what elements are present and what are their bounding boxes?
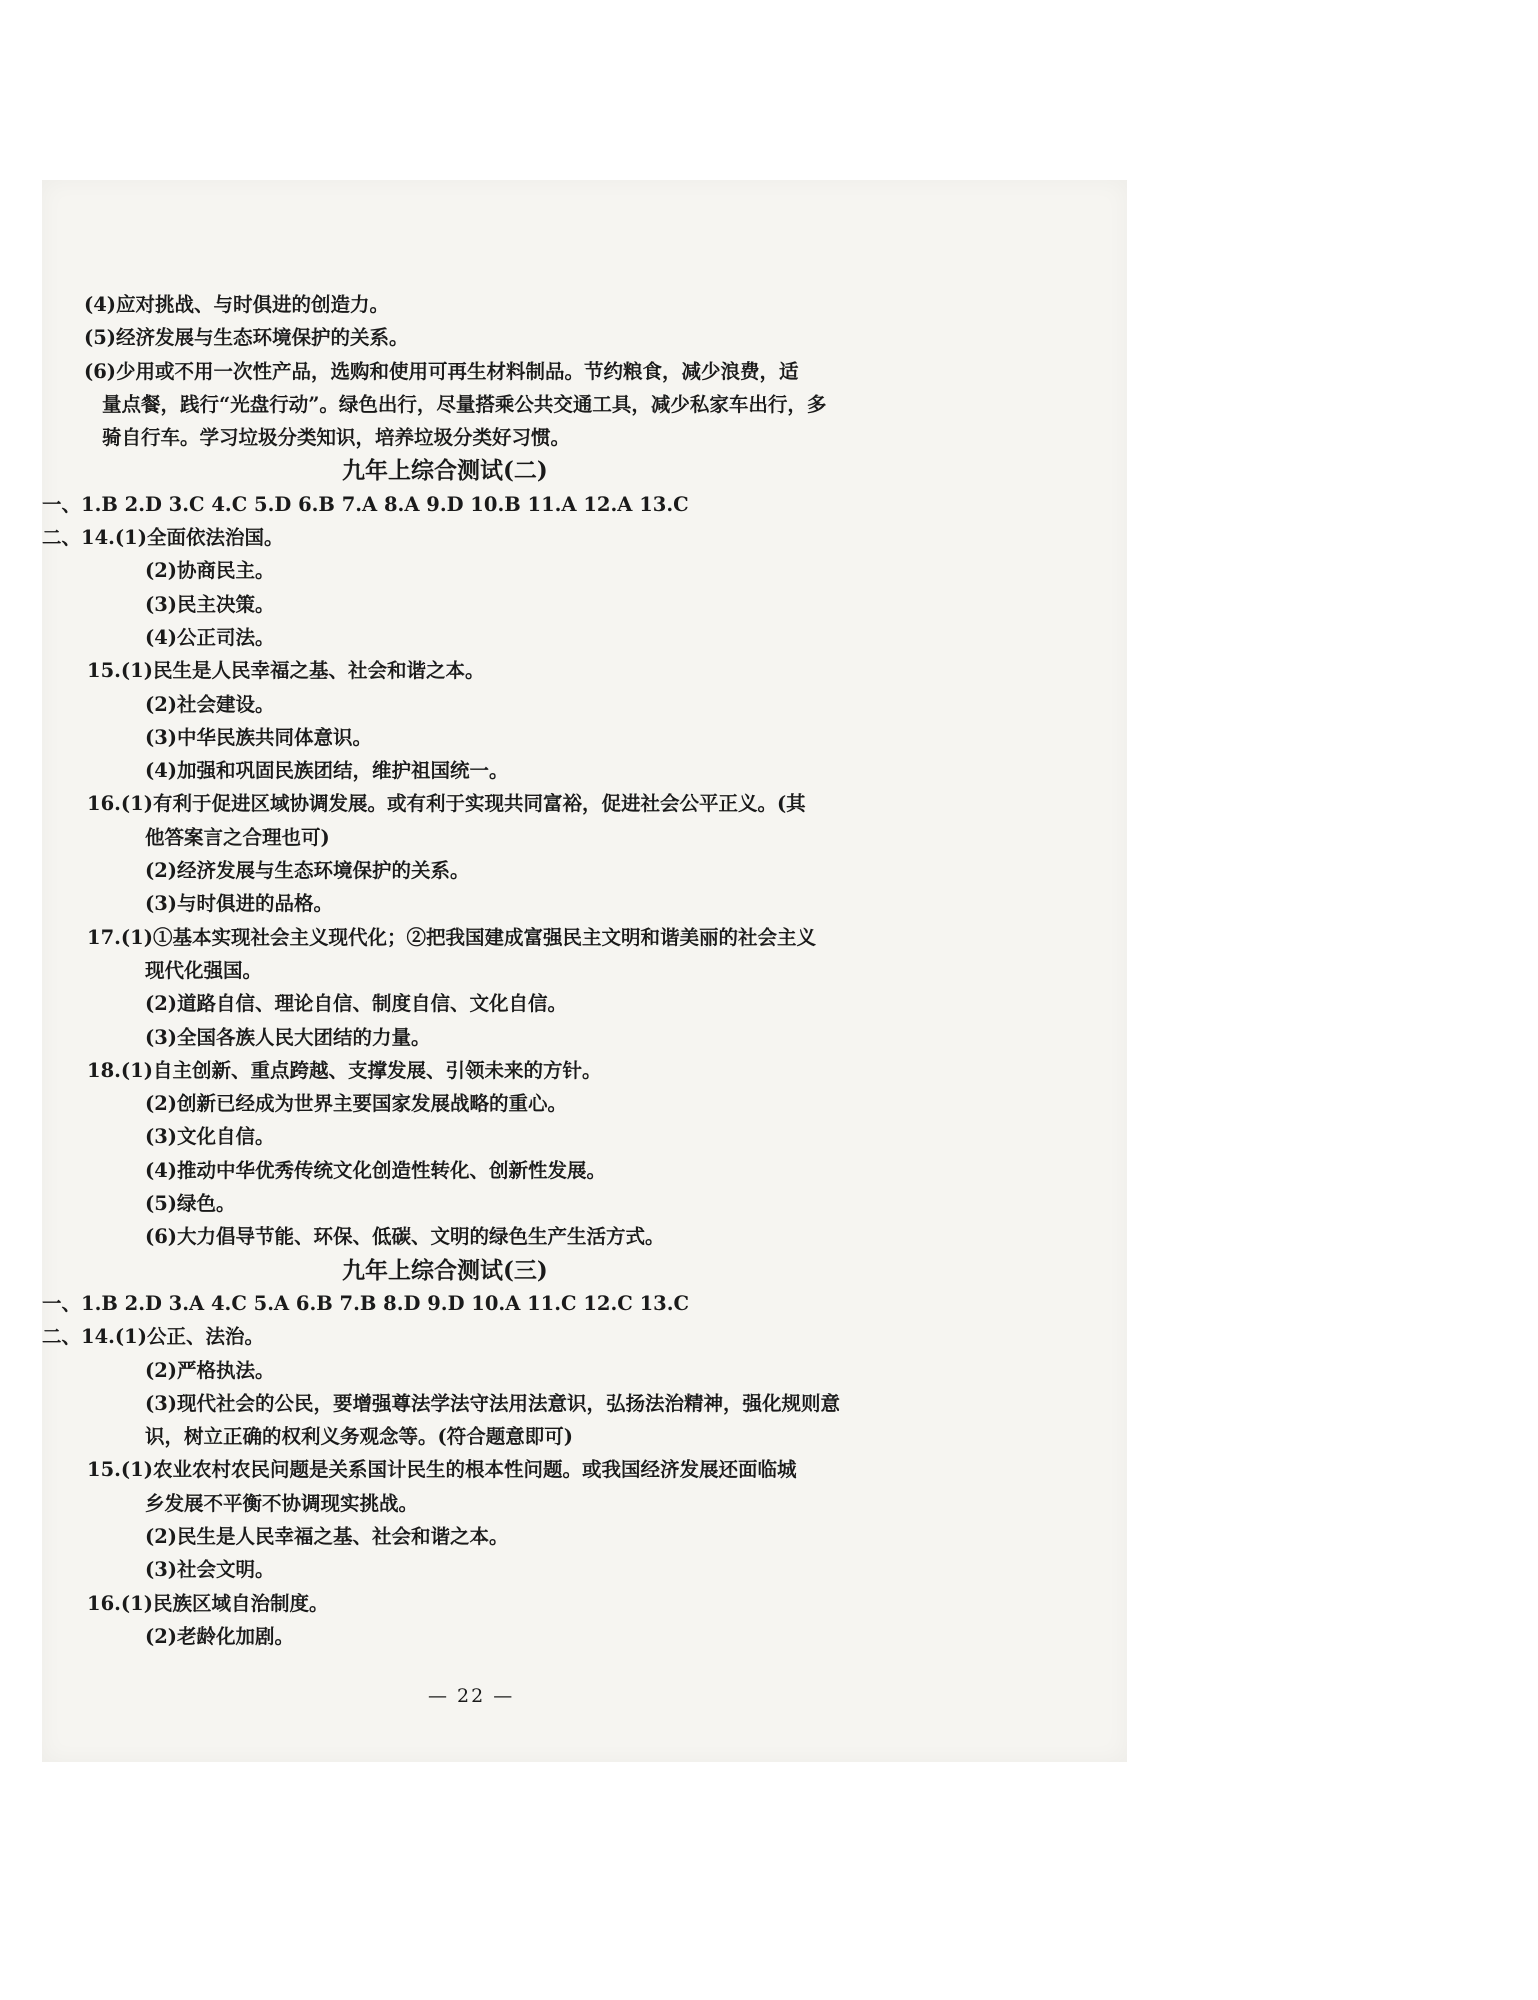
answer-line: (3)文化自信。 (145, 1125, 275, 1149)
answer-line: 15.(1)民生是人民幸福之基、社会和谐之本。 (87, 659, 485, 683)
answer-line: 识，树立正确的权利义务观念等。(符合题意即可) (145, 1425, 573, 1449)
answer-line: 15.(1)农业农村农民问题是关系国计民生的根本性问题。或我国经济发展还面临城 (87, 1458, 797, 1482)
answer-line: 16.(1)民族区域自治制度。 (87, 1591, 329, 1615)
section-title: 九年上综合测试(三) (342, 1256, 548, 1284)
answer-line: (2)道路自信、理论自信、制度自信、文化自信。 (145, 992, 568, 1016)
answer-line: (3)全国各族人民大团结的力量。 (145, 1025, 431, 1049)
answer-line: 现代化强国。 (145, 958, 263, 982)
answer-line: 16.(1)有利于促进区域协调发展。或有利于实现共同富裕，促进社会公平正义。(其 (87, 792, 806, 816)
answer-line: (3)民主决策。 (145, 592, 275, 616)
answer-line: (2)创新已经成为世界主要国家发展战略的重心。 (145, 1092, 568, 1116)
answer-line: (4)推动中华优秀传统文化创造性转化、创新性发展。 (145, 1158, 607, 1182)
answer-line: (5)绿色。 (145, 1192, 236, 1216)
answer-line: (2)严格执法。 (145, 1358, 275, 1382)
answer-line: (4)加强和巩固民族团结，维护祖国统一。 (145, 759, 509, 783)
answer-line: (2)协商民主。 (145, 559, 275, 583)
answer-line: (6)大力倡导节能、环保、低碳、文明的绿色生产生活方式。 (145, 1225, 665, 1249)
section-title: 九年上综合测试(二) (342, 457, 548, 485)
answer-line: 二、14.(1)全面依法治国。 (42, 526, 284, 550)
answer-line: (3)社会文明。 (145, 1558, 275, 1582)
page-number: — 22 — (428, 1685, 515, 1707)
answer-line: (2)老龄化加剧。 (145, 1624, 295, 1648)
answer-line: (5)经济发展与生态环境保护的关系。 (84, 326, 409, 350)
answer-line: (3)与时俱进的品格。 (145, 892, 334, 916)
answer-line: (6)少用或不用一次性产品，选购和使用可再生材料制品。节约粮食，减少浪费，适 (84, 359, 799, 383)
answer-line: 18.(1)自主创新、重点跨越、支撑发展、引领未来的方针。 (87, 1058, 602, 1082)
answer-line: (2)社会建设。 (145, 692, 275, 716)
answer-line: (2)民生是人民幸福之基、社会和谐之本。 (145, 1524, 509, 1548)
answer-line: 乡发展不平衡不协调现实挑战。 (145, 1491, 419, 1515)
multiple-choice-answers: 一、1.B 2.D 3.C 4.C 5.D 6.B 7.A 8.A 9.D 10.B 11.A 12.A 13.C (42, 492, 689, 516)
answer-line: (4)公正司法。 (145, 625, 275, 649)
answer-line: (3)现代社会的公民，要增强尊法学法守法用法意识，弘扬法治精神，强化规则意 (145, 1391, 841, 1415)
multiple-choice-answers: 一、1.B 2.D 3.A 4.C 5.A 6.B 7.B 8.D 9.D 10.A 11.C 12.C 13.C (42, 1291, 690, 1315)
answer-line: 17.(1)①基本实现社会主义现代化；②把我国建成富强民主文明和谐美丽的社会主义 (87, 925, 816, 949)
answer-line: (4)应对挑战、与时俱进的创造力。 (84, 293, 390, 316)
answer-line: (3)中华民族共同体意识。 (145, 725, 373, 749)
answer-line: 他答案言之合理也可) (145, 825, 330, 849)
answer-line: 量点餐，践行“光盘行动”。绿色出行，尽量搭乘公共交通工具，减少私家车出行，多 (102, 392, 827, 416)
answer-line: (2)经济发展与生态环境保护的关系。 (145, 859, 470, 883)
answer-line: 骑自行车。学习垃圾分类知识，培养垃圾分类好习惯。 (102, 426, 571, 450)
answer-line: 二、14.(1)公正、法治。 (42, 1325, 264, 1349)
answer-key-content (42, 288, 1042, 1653)
